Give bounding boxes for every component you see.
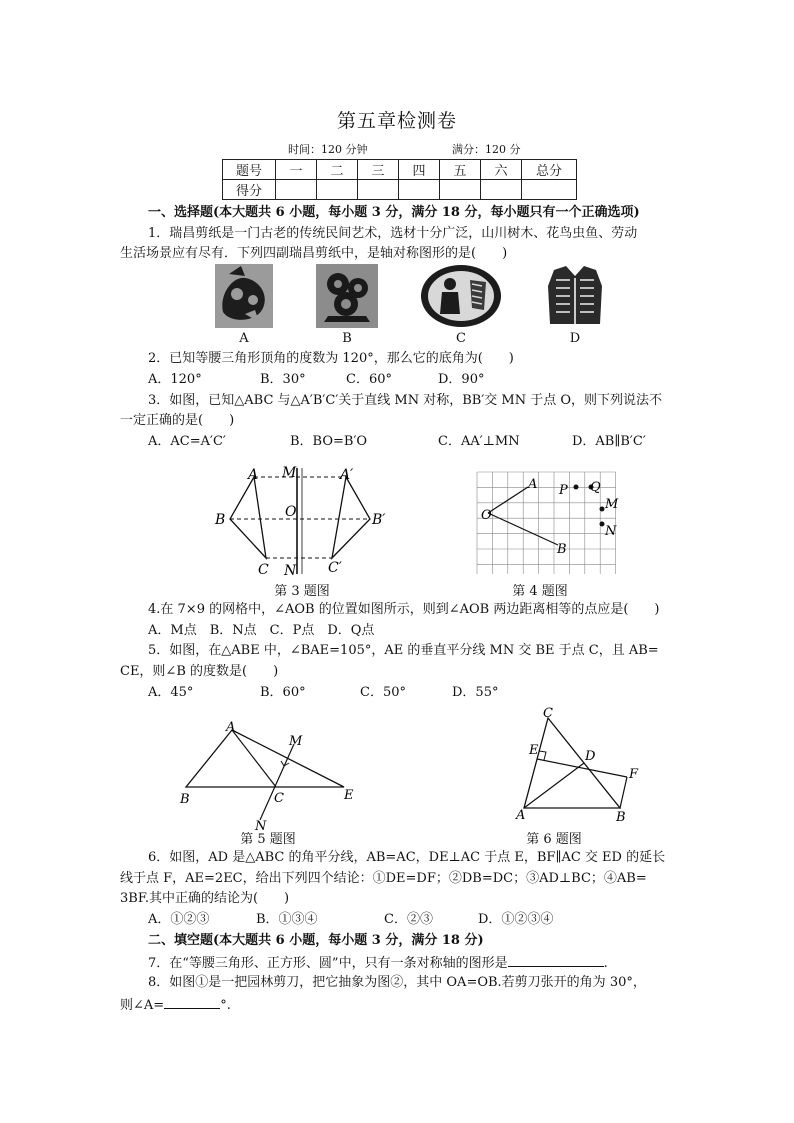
q6-option-c[interactable]: C．②③ <box>384 912 433 927</box>
score-input-cell[interactable] <box>358 180 399 200</box>
q8-line-1: 8．如图①是一把园林剪刀，把它抽象为图②，其中 OA=OB.若剪刀张开的角为 30°， <box>148 975 646 990</box>
score-header-cell: 题号 <box>223 160 276 180</box>
q6-option-a[interactable]: A．①②③ <box>148 912 210 927</box>
q1-line-2: 生活场景应有尽有．下列四副瑞昌剪纸中，是轴对称图形的是( ) <box>120 246 508 261</box>
score-input-cell[interactable] <box>399 180 440 200</box>
q7-answer-blank[interactable] <box>508 952 604 967</box>
score-header-cell: 六 <box>481 160 522 180</box>
score-table-score-row <box>223 180 577 200</box>
q3-option-a[interactable]: A．AC=A′C′ <box>148 434 226 449</box>
fig3-label-b: B <box>215 512 226 528</box>
q1-line-1: 1．瑞昌剪纸是一门古老的传统民间艺术，选材十分广泛，山川树木、花鸟虫鱼、劳动 <box>148 226 638 241</box>
score-header-cell: 四 <box>399 160 440 180</box>
score-input-cell[interactable] <box>481 180 522 200</box>
fig4-label-a: A <box>528 477 538 492</box>
fig6-label-c: C <box>543 706 553 721</box>
papercut-a-image <box>215 264 273 328</box>
q8-line-2-end: °. <box>220 998 231 1013</box>
papercut-c-label: C <box>456 331 466 346</box>
fig3-label-c-prime: C′ <box>328 560 342 576</box>
score-input-cell[interactable] <box>317 180 358 200</box>
score-table-header-row <box>223 160 577 180</box>
fig4-label-p: P <box>559 483 568 498</box>
fig6-label-a: A <box>516 808 526 823</box>
q3-line-2: 一定正确的是( ) <box>120 413 235 428</box>
q3-option-c[interactable]: C．AA′⊥MN <box>438 434 520 449</box>
score-input-cell[interactable] <box>440 180 481 200</box>
q8-answer-blank[interactable] <box>164 994 220 1009</box>
q5-option-c[interactable]: C．50° <box>360 685 406 700</box>
q7-end: . <box>603 956 608 971</box>
q6-line-1: 6．如图，AD 是△ABC 的角平分线，AB=AC，DE⊥AC 于点 E，BF∥AC 交 ED 的延长 <box>148 850 666 865</box>
q2-option-c[interactable]: C．60° <box>346 372 392 387</box>
fig4-label-m: M <box>605 497 619 512</box>
q7-text: 7．在“等腰三角形、正方形、圆”中，只有一条对称轴的图形是 <box>148 956 508 971</box>
q5-line-2: CE，则∠B 的度数是( ) <box>120 664 279 679</box>
q5-line-1: 5．如图，在△ABE 中，∠BAE=105°，AE 的垂直平分线 MN 交 BE 于点 C，且 AB= <box>148 643 659 658</box>
figure-3 <box>206 462 396 582</box>
papercut-d-label: D <box>569 331 581 346</box>
q5-option-a[interactable]: A．45° <box>148 685 194 700</box>
figure-3-caption: 第 3 题图 <box>274 584 330 599</box>
fig3-label-a: A <box>248 467 259 483</box>
q2-option-a[interactable]: A．120° <box>148 372 202 387</box>
papercut-b-image <box>316 264 378 328</box>
fig3-label-b-prime: B′ <box>372 512 386 528</box>
papercut-a-label: A <box>239 331 249 346</box>
q2-option-d[interactable]: D．90° <box>438 372 485 387</box>
fig3-label-n: N <box>284 563 297 579</box>
fig6-label-b: B <box>616 810 626 825</box>
figure-4 <box>470 462 620 574</box>
fig4-label-n: N <box>605 524 617 539</box>
page-title: 第五章检测卷 <box>336 110 457 132</box>
fig4-label-q: Q <box>590 480 601 495</box>
fig5-label-n: N <box>255 819 267 834</box>
q4-text: 4.在 7×9 的网格中，∠AOB 的位置如图所示，则到∠AOB 两边距离相等的点应是( ) <box>148 602 660 617</box>
q4-options[interactable]: A．M点 B．N点 C．P点 D．Q点 <box>148 623 375 638</box>
fig3-label-a-prime: A′ <box>340 467 354 483</box>
score-input-cell[interactable] <box>276 180 317 200</box>
q8-row-2 <box>120 994 231 1016</box>
section-2-heading: 二、填空题(本大题共 6 小题，每小题 3 分，满分 18 分) <box>148 933 484 948</box>
q5-option-d[interactable]: D．55° <box>452 685 499 700</box>
fig4-label-o: O <box>481 508 492 523</box>
q6-option-d[interactable]: D．①②③④ <box>478 912 554 927</box>
q7-row <box>148 952 608 974</box>
score-header-cell: 五 <box>440 160 481 180</box>
fig3-label-c: C <box>258 562 269 578</box>
time-label: 时间：120 分钟 <box>288 143 368 156</box>
figure-5 <box>176 716 366 836</box>
fig3-label-o: O <box>285 504 297 520</box>
score-input-cell[interactable] <box>522 180 577 200</box>
fig5-label-c: C <box>274 791 284 806</box>
score-header-cell: 总分 <box>522 160 577 180</box>
q5-option-b[interactable]: B．60° <box>260 685 306 700</box>
score-table <box>222 159 577 200</box>
q3-option-b[interactable]: B．BO=B′O <box>290 434 368 449</box>
score-header-cell: 一 <box>276 160 317 180</box>
fig5-label-a: A <box>226 720 236 735</box>
score-header-cell: 二 <box>317 160 358 180</box>
score-label: 满分：120 分 <box>452 143 521 156</box>
fig5-label-b: B <box>180 792 190 807</box>
figure-6-caption: 第 6 题图 <box>526 832 582 847</box>
score-header-cell: 三 <box>358 160 399 180</box>
q6-line-2: 线于点 F，AE=2EC，给出下列四个结论：①DE=DF；②DB=DC；③AD⊥BC；④AB= <box>120 871 647 886</box>
section-1-heading: 一、选择题(本大题共 6 小题，每小题 3 分，满分 18 分，每小题只有一个正确选项) <box>148 205 640 220</box>
fig6-label-e: E <box>529 743 539 758</box>
fig5-label-m: M <box>289 734 303 749</box>
fig6-label-d: D <box>585 749 596 764</box>
fig6-label-f: F <box>629 767 639 782</box>
fig4-label-b: B <box>557 542 567 557</box>
papercut-d-image <box>544 264 606 328</box>
figure-4-caption: 第 4 题图 <box>512 584 568 599</box>
figure-5-caption: 第 5 题图 <box>240 832 296 847</box>
q6-option-b[interactable]: B．①③④ <box>256 912 318 927</box>
fig5-label-e: E <box>344 788 354 803</box>
q2-option-b[interactable]: B．30° <box>260 372 306 387</box>
figure-6 <box>508 704 648 826</box>
q3-option-d[interactable]: D．AB∥B′C′ <box>572 434 646 449</box>
papercut-c-image <box>420 264 502 328</box>
q8-line-2-start: 则∠A= <box>120 998 165 1013</box>
score-row-label: 得分 <box>223 180 276 200</box>
q6-line-3: 3BF.其中正确的结论为( ) <box>120 891 290 906</box>
q3-line-1: 3．如图，已知△ABC 与△A′B′C′关于直线 MN 对称，BB′交 MN 于点 O，则下列说法不 <box>148 393 663 408</box>
fig3-label-m: M <box>282 465 297 481</box>
q2-text: 2．已知等腰三角形顶角的度数为 120°，那么它的底角为( ) <box>148 351 514 366</box>
papercut-b-label: B <box>342 331 352 346</box>
